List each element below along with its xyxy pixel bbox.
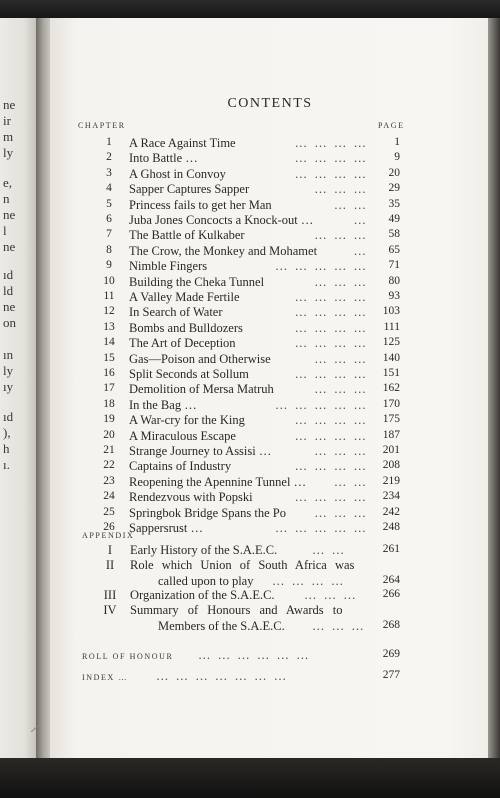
chapter-title: The Art of Deception xyxy=(129,336,236,351)
chapter-entry xyxy=(50,413,490,429)
chapter-entry xyxy=(50,352,490,368)
chapter-column-label: CHAPTER xyxy=(78,121,126,130)
chapter-number: 10 xyxy=(103,274,115,287)
leader-dots: … … … xyxy=(314,382,368,397)
chapter-title: A Ghost in Convoy xyxy=(129,166,226,181)
facing-page-fragment: ), xyxy=(3,425,11,440)
leader-dots: … … … … … … … xyxy=(156,669,289,683)
appendix-title: Role which Union of South Africa was xyxy=(130,558,355,572)
leader-dots: … … … … … xyxy=(275,259,368,274)
appendix-number: I xyxy=(107,543,113,557)
chapter-title: Nimble Fingers xyxy=(129,259,208,274)
appendix-entry xyxy=(50,603,490,635)
facing-page-fragment: on xyxy=(3,315,16,330)
leader-dots: … … … … xyxy=(294,320,368,335)
chapter-page: 111 xyxy=(383,320,400,333)
page-column-label: PAGE xyxy=(378,121,405,130)
chapter-entry xyxy=(50,398,490,414)
leader-dots: … … … … xyxy=(294,136,368,150)
appendix-title: Organization of the S.A.E.C. xyxy=(130,588,275,602)
chapter-title: Gas—Poison and Otherwise xyxy=(129,351,271,366)
chapter-title: Strange Journey to Assisi … xyxy=(129,444,272,458)
facing-page-fragment: ir xyxy=(3,113,11,128)
appendix-number: IV xyxy=(103,603,117,617)
chapter-title: A Miraculous Escape xyxy=(129,428,236,443)
facing-page-fragment: h xyxy=(3,441,10,456)
chapter-number: 22 xyxy=(103,459,115,472)
chapter-entry xyxy=(50,321,490,337)
chapter-page: 219 xyxy=(382,474,400,487)
chapter-page: 151 xyxy=(382,367,400,379)
leader-dots: … … … … xyxy=(294,367,368,381)
facing-page-fragment: ld xyxy=(3,283,14,298)
facing-page-fragment: ne xyxy=(3,299,16,314)
leader-dots: … … … xyxy=(314,444,368,458)
facing-page-fragment: m xyxy=(3,129,14,144)
leader-dots: … … … xyxy=(314,228,368,243)
leader-dots: … … … … xyxy=(294,459,368,474)
chapter-entry xyxy=(50,182,490,198)
appendix-page: 266 xyxy=(382,588,400,600)
facing-page-edge xyxy=(0,18,40,760)
chapter-entry xyxy=(50,259,490,275)
chapter-page: 20 xyxy=(388,166,400,179)
chapter-number: 15 xyxy=(103,351,115,364)
chapter-page: 140 xyxy=(382,351,400,364)
chapter-title: In the Bag … xyxy=(129,397,197,412)
chapter-entry xyxy=(50,475,490,491)
facing-page-fragment: n xyxy=(3,191,10,206)
chapter-number: 20 xyxy=(103,428,115,441)
chapter-page: 201 xyxy=(382,444,400,456)
leader-dots: … … … xyxy=(312,619,366,633)
chapter-title: Rendezvous with Popski xyxy=(129,490,253,505)
appendix-entry xyxy=(50,558,490,590)
leader-dots: … … … … xyxy=(294,151,368,166)
chapter-number: 25 xyxy=(103,505,115,518)
chapter-page: 175 xyxy=(382,413,400,426)
appendix-label: APPENDIX xyxy=(82,531,135,540)
chapter-title: Princess fails to get her Man xyxy=(129,197,272,212)
chapter-number: 16 xyxy=(103,367,115,379)
chapter-entry xyxy=(50,228,490,244)
appendix-page: 261 xyxy=(382,543,400,555)
chapter-page: 93 xyxy=(388,290,400,302)
chapter-entry xyxy=(50,506,490,522)
chapter-number: 3 xyxy=(106,166,112,179)
chapter-entry xyxy=(50,213,490,229)
leader-dots: … … … xyxy=(314,351,368,366)
chapter-number: 12 xyxy=(103,305,115,318)
leader-dots: … xyxy=(353,213,368,227)
chapter-entry xyxy=(50,429,490,445)
index-entry xyxy=(50,669,490,685)
scan-background-bottom xyxy=(0,758,500,798)
appendix-title: Early History of the S.A.E.C. xyxy=(130,543,278,557)
chapter-number: 23 xyxy=(103,474,115,487)
chapter-entry xyxy=(50,305,490,321)
chapter-page: 125 xyxy=(382,336,400,349)
chapter-entry xyxy=(50,151,490,167)
chapter-entry xyxy=(50,336,490,352)
chapter-number: 2 xyxy=(106,151,112,164)
leader-dots: … … xyxy=(333,197,368,212)
leader-dots: … … … … … … xyxy=(198,648,311,662)
facing-page-fragment: ıd xyxy=(3,267,14,282)
appendix-entry xyxy=(50,588,490,604)
chapter-number: 17 xyxy=(103,382,115,395)
chapter-number: 24 xyxy=(103,490,115,503)
chapter-title: The Crow, the Monkey and Mohamet xyxy=(129,243,318,258)
leader-dots: … … … xyxy=(304,588,358,602)
appendix-number: II xyxy=(105,558,115,572)
chapter-title: A Race Against Time xyxy=(129,136,236,150)
chapter-number: 18 xyxy=(103,397,115,410)
chapter-number: 19 xyxy=(103,413,115,426)
leader-dots: … … … … … xyxy=(275,397,368,412)
facing-page-fragment: ne xyxy=(3,239,16,254)
chapter-title: Sappersrust … xyxy=(129,521,203,535)
page-title: CONTENTS xyxy=(227,96,313,111)
chapter-page: 187 xyxy=(382,428,400,441)
leader-dots: … … … xyxy=(314,182,368,197)
appendix-number: III xyxy=(103,588,117,602)
chapter-entry xyxy=(50,290,490,306)
leader-dots: … xyxy=(353,243,368,258)
chapter-number: 13 xyxy=(103,320,115,333)
chapter-entry xyxy=(50,367,490,383)
leader-dots: … … … … xyxy=(294,305,368,320)
roll-of-honour-entry xyxy=(50,648,490,664)
leader-dots: … … … … xyxy=(272,574,346,588)
chapter-page: 234 xyxy=(382,490,400,503)
chapter-page: 248 xyxy=(382,521,400,533)
chapter-page: 35 xyxy=(388,197,400,210)
chapter-page: 208 xyxy=(382,459,400,472)
index-label: INDEX … xyxy=(82,673,129,682)
chapter-number: 1 xyxy=(106,136,112,148)
chapter-number: 26 xyxy=(103,521,115,533)
roll-of-honour-label: ROLL OF HONOUR xyxy=(82,652,174,661)
appendix-page: 268 xyxy=(382,619,400,631)
chapter-number: 9 xyxy=(106,259,112,272)
chapter-entry xyxy=(50,136,490,152)
facing-page-fragment: ı. xyxy=(3,457,10,472)
chapter-entry xyxy=(50,459,490,475)
leader-dots: … … … … xyxy=(294,490,368,505)
appendix-page: 264 xyxy=(382,574,400,586)
chapter-page: 49 xyxy=(388,213,400,225)
leader-dots: … … … … xyxy=(294,290,368,304)
chapter-page: 103 xyxy=(382,305,400,318)
appendix-title: Summary of Honours and Awards to xyxy=(130,603,343,617)
chapter-entry xyxy=(50,444,490,460)
facing-page-fragment: ne xyxy=(3,97,16,112)
chapter-page: 242 xyxy=(382,505,400,518)
chapter-title: Sapper Captures Sapper xyxy=(129,182,250,197)
facing-page-fragment: ly xyxy=(3,145,14,160)
chapter-number: 7 xyxy=(106,228,112,241)
scan-background-top xyxy=(0,0,500,20)
chapter-number: 11 xyxy=(103,290,115,302)
leader-dots: … … xyxy=(312,543,347,557)
index-page: 277 xyxy=(382,669,400,681)
chapter-entry xyxy=(50,167,490,183)
leader-dots: … … … xyxy=(314,505,368,520)
chapter-page: 9 xyxy=(394,151,400,164)
leader-dots: … … … … xyxy=(294,428,368,443)
chapter-title: Building the Cheka Tunnel xyxy=(129,274,265,289)
facing-page-fragment: ıy xyxy=(3,379,14,394)
chapter-entry xyxy=(50,198,490,214)
chapter-title: Captains of Industry xyxy=(129,459,232,474)
roll-of-honour-page: 269 xyxy=(382,648,400,660)
chapter-entry xyxy=(50,244,490,260)
facing-page-fragment: ın xyxy=(3,347,14,362)
chapter-title: The Battle of Kulkaber xyxy=(129,228,245,243)
chapter-page: 162 xyxy=(382,382,400,395)
chapter-number: 8 xyxy=(106,243,112,256)
facing-page-fragment: e, xyxy=(3,175,13,190)
leader-dots: … … … … xyxy=(294,336,368,351)
chapter-entry xyxy=(50,382,490,398)
chapter-entry xyxy=(50,275,490,291)
chapter-title: Reopening the Apennine Tunnel … xyxy=(129,474,307,489)
chapter-title: Into Battle … xyxy=(129,151,198,166)
chapter-number: 6 xyxy=(106,213,112,225)
chapter-page: 71 xyxy=(388,259,400,272)
chapter-title: Demolition of Mersa Matruh xyxy=(129,382,274,397)
facing-page-fragment: ne xyxy=(3,207,16,222)
appendix-entry xyxy=(50,543,490,559)
chapter-number: 5 xyxy=(106,197,112,210)
facing-page-fragment: ıd xyxy=(3,409,14,424)
chapter-number: 14 xyxy=(103,336,115,349)
chapter-page: 58 xyxy=(388,228,400,241)
chapter-title: Split Seconds at Sollum xyxy=(129,367,249,381)
chapter-page: 170 xyxy=(382,397,400,410)
leader-dots: … … … … xyxy=(294,166,368,181)
chapter-page: 80 xyxy=(388,274,400,287)
leader-dots: … … … … xyxy=(294,413,368,428)
facing-page-fragment: l xyxy=(3,223,7,238)
leader-dots: … … xyxy=(333,474,368,489)
appendix-title-continued: called upon to play xyxy=(158,574,254,588)
chapter-page: 29 xyxy=(388,182,400,195)
chapter-title: A Valley Made Fertile xyxy=(129,290,240,304)
chapter-title: Springbok Bridge Spans the Po xyxy=(129,505,286,520)
chapter-page: 65 xyxy=(388,243,400,256)
facing-page-fragment: ly xyxy=(3,363,14,378)
chapter-entry xyxy=(50,490,490,506)
chapter-number: 21 xyxy=(103,444,115,456)
chapter-number: 4 xyxy=(106,182,112,195)
chapter-title: A War-cry for the King xyxy=(129,413,245,428)
chapter-page: 1 xyxy=(394,136,400,148)
appendix-title-continued: Members of the S.A.E.C. xyxy=(158,619,285,633)
chapter-title: In Search of Water xyxy=(129,305,223,320)
contents-page xyxy=(50,18,490,760)
chapter-title: Bombs and Bulldozers xyxy=(129,320,243,335)
leader-dots: … … … … … xyxy=(275,521,368,535)
leader-dots: … … … xyxy=(314,274,368,289)
chapter-title: Juba Jones Concocts a Knock-out … xyxy=(129,213,314,227)
page-right-edge xyxy=(488,18,500,760)
